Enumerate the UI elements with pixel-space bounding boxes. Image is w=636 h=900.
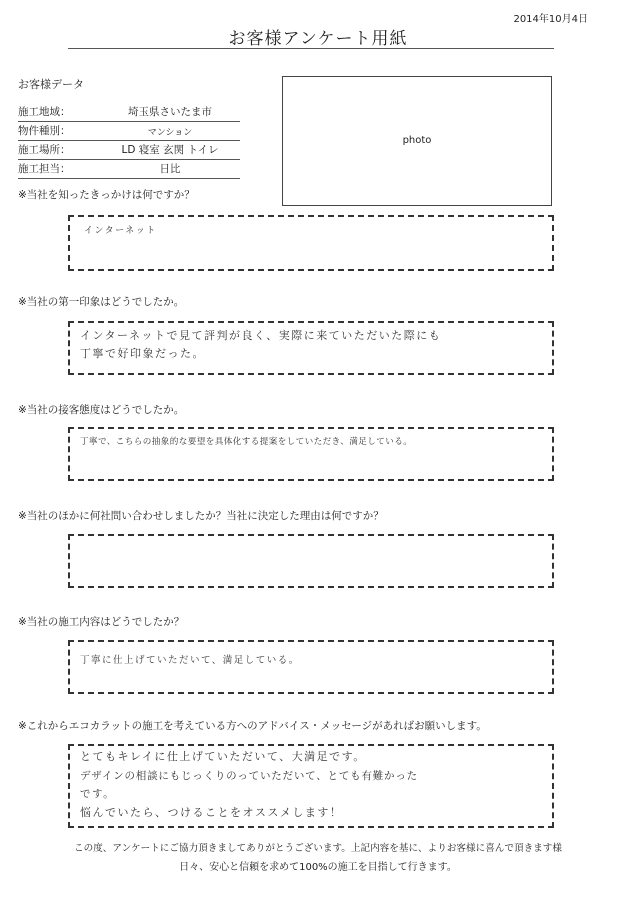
- question-5: ※当社の施工内容はどうでしたか？: [18, 616, 185, 628]
- property-type-value: マンション: [147, 128, 193, 138]
- answer-box-1: [68, 215, 554, 271]
- customer-row-property-type: [18, 122, 240, 141]
- footer-line-1: この度、アンケートにご協力頂きましてありがとうございます。上記内容を基に、よりお客様に喜んで頂きます様: [74, 843, 562, 854]
- answer-6-line-1: とてもキレイに仕上げていただいて、大満足です。: [80, 750, 366, 763]
- answer-2-line-1: インターネットで見て評判が良く、実際に来ていただいた際にも: [80, 329, 442, 342]
- location-value: LD 寝室 玄関 トイレ: [121, 144, 219, 156]
- photo-placeholder: [282, 76, 552, 206]
- answer-box-6: [68, 744, 554, 828]
- question-4: ※当社のほかに何社問い合わせしましたか？当社に決定した理由は何ですか？: [18, 510, 384, 522]
- answer-box-2: [68, 321, 554, 375]
- answer-3-line-1: 丁寧で、こちらの抽象的な要望を具体化する提案をしていただき、満足している。: [80, 437, 413, 447]
- location-label: 施工場所：: [18, 144, 71, 156]
- answer-box-5: [68, 640, 554, 694]
- survey-date: 2014年10月4日: [513, 14, 588, 25]
- page-title: お客様アンケート用紙: [228, 29, 408, 49]
- title-underline: [68, 48, 554, 49]
- question-3: ※当社の接客態度はどうでしたか。: [18, 404, 185, 416]
- answer-6-line-2: デザインの相談にもじっくりのっていただいて、とても有難かった: [80, 770, 418, 782]
- question-6: ※これからエコカラットの施工を考えている方へのアドバイス・メッセージがあればお願いします。: [18, 720, 487, 732]
- answer-5-line-1: 丁寧に仕上げていただいて、満足している。: [80, 655, 300, 666]
- answer-2-line-2: 丁寧で好印象だった。: [80, 347, 205, 360]
- customer-row-staff: [18, 160, 240, 179]
- property-type-label: 物件種別：: [18, 125, 71, 137]
- customer-row-area: [18, 103, 240, 122]
- staff-value: 日比: [159, 163, 181, 175]
- answer-6-line-3: です。: [80, 788, 116, 800]
- question-2: ※当社の第一印象はどうでしたか。: [18, 296, 185, 308]
- staff-label: 施工担当：: [18, 163, 71, 175]
- area-label: 施工地域：: [18, 106, 71, 118]
- answer-1-line-1: インターネット: [84, 226, 157, 236]
- photo-label: photo: [402, 135, 432, 146]
- customer-row-location: [18, 141, 240, 160]
- question-1: ※当社を知ったきっかけは何ですか？: [18, 189, 195, 201]
- answer-box-3: [68, 427, 554, 481]
- area-value: 埼玉県さいたま市: [128, 106, 212, 118]
- customer-data-heading: お客様データ: [18, 78, 84, 91]
- answer-box-4: [68, 534, 554, 588]
- answer-6-line-4: 悩んでいたら、つけることをオススメします！: [80, 806, 343, 819]
- footer-line-2: 日々、安心と信頼を求めて100%の施工を目指して行きます。: [179, 862, 457, 873]
